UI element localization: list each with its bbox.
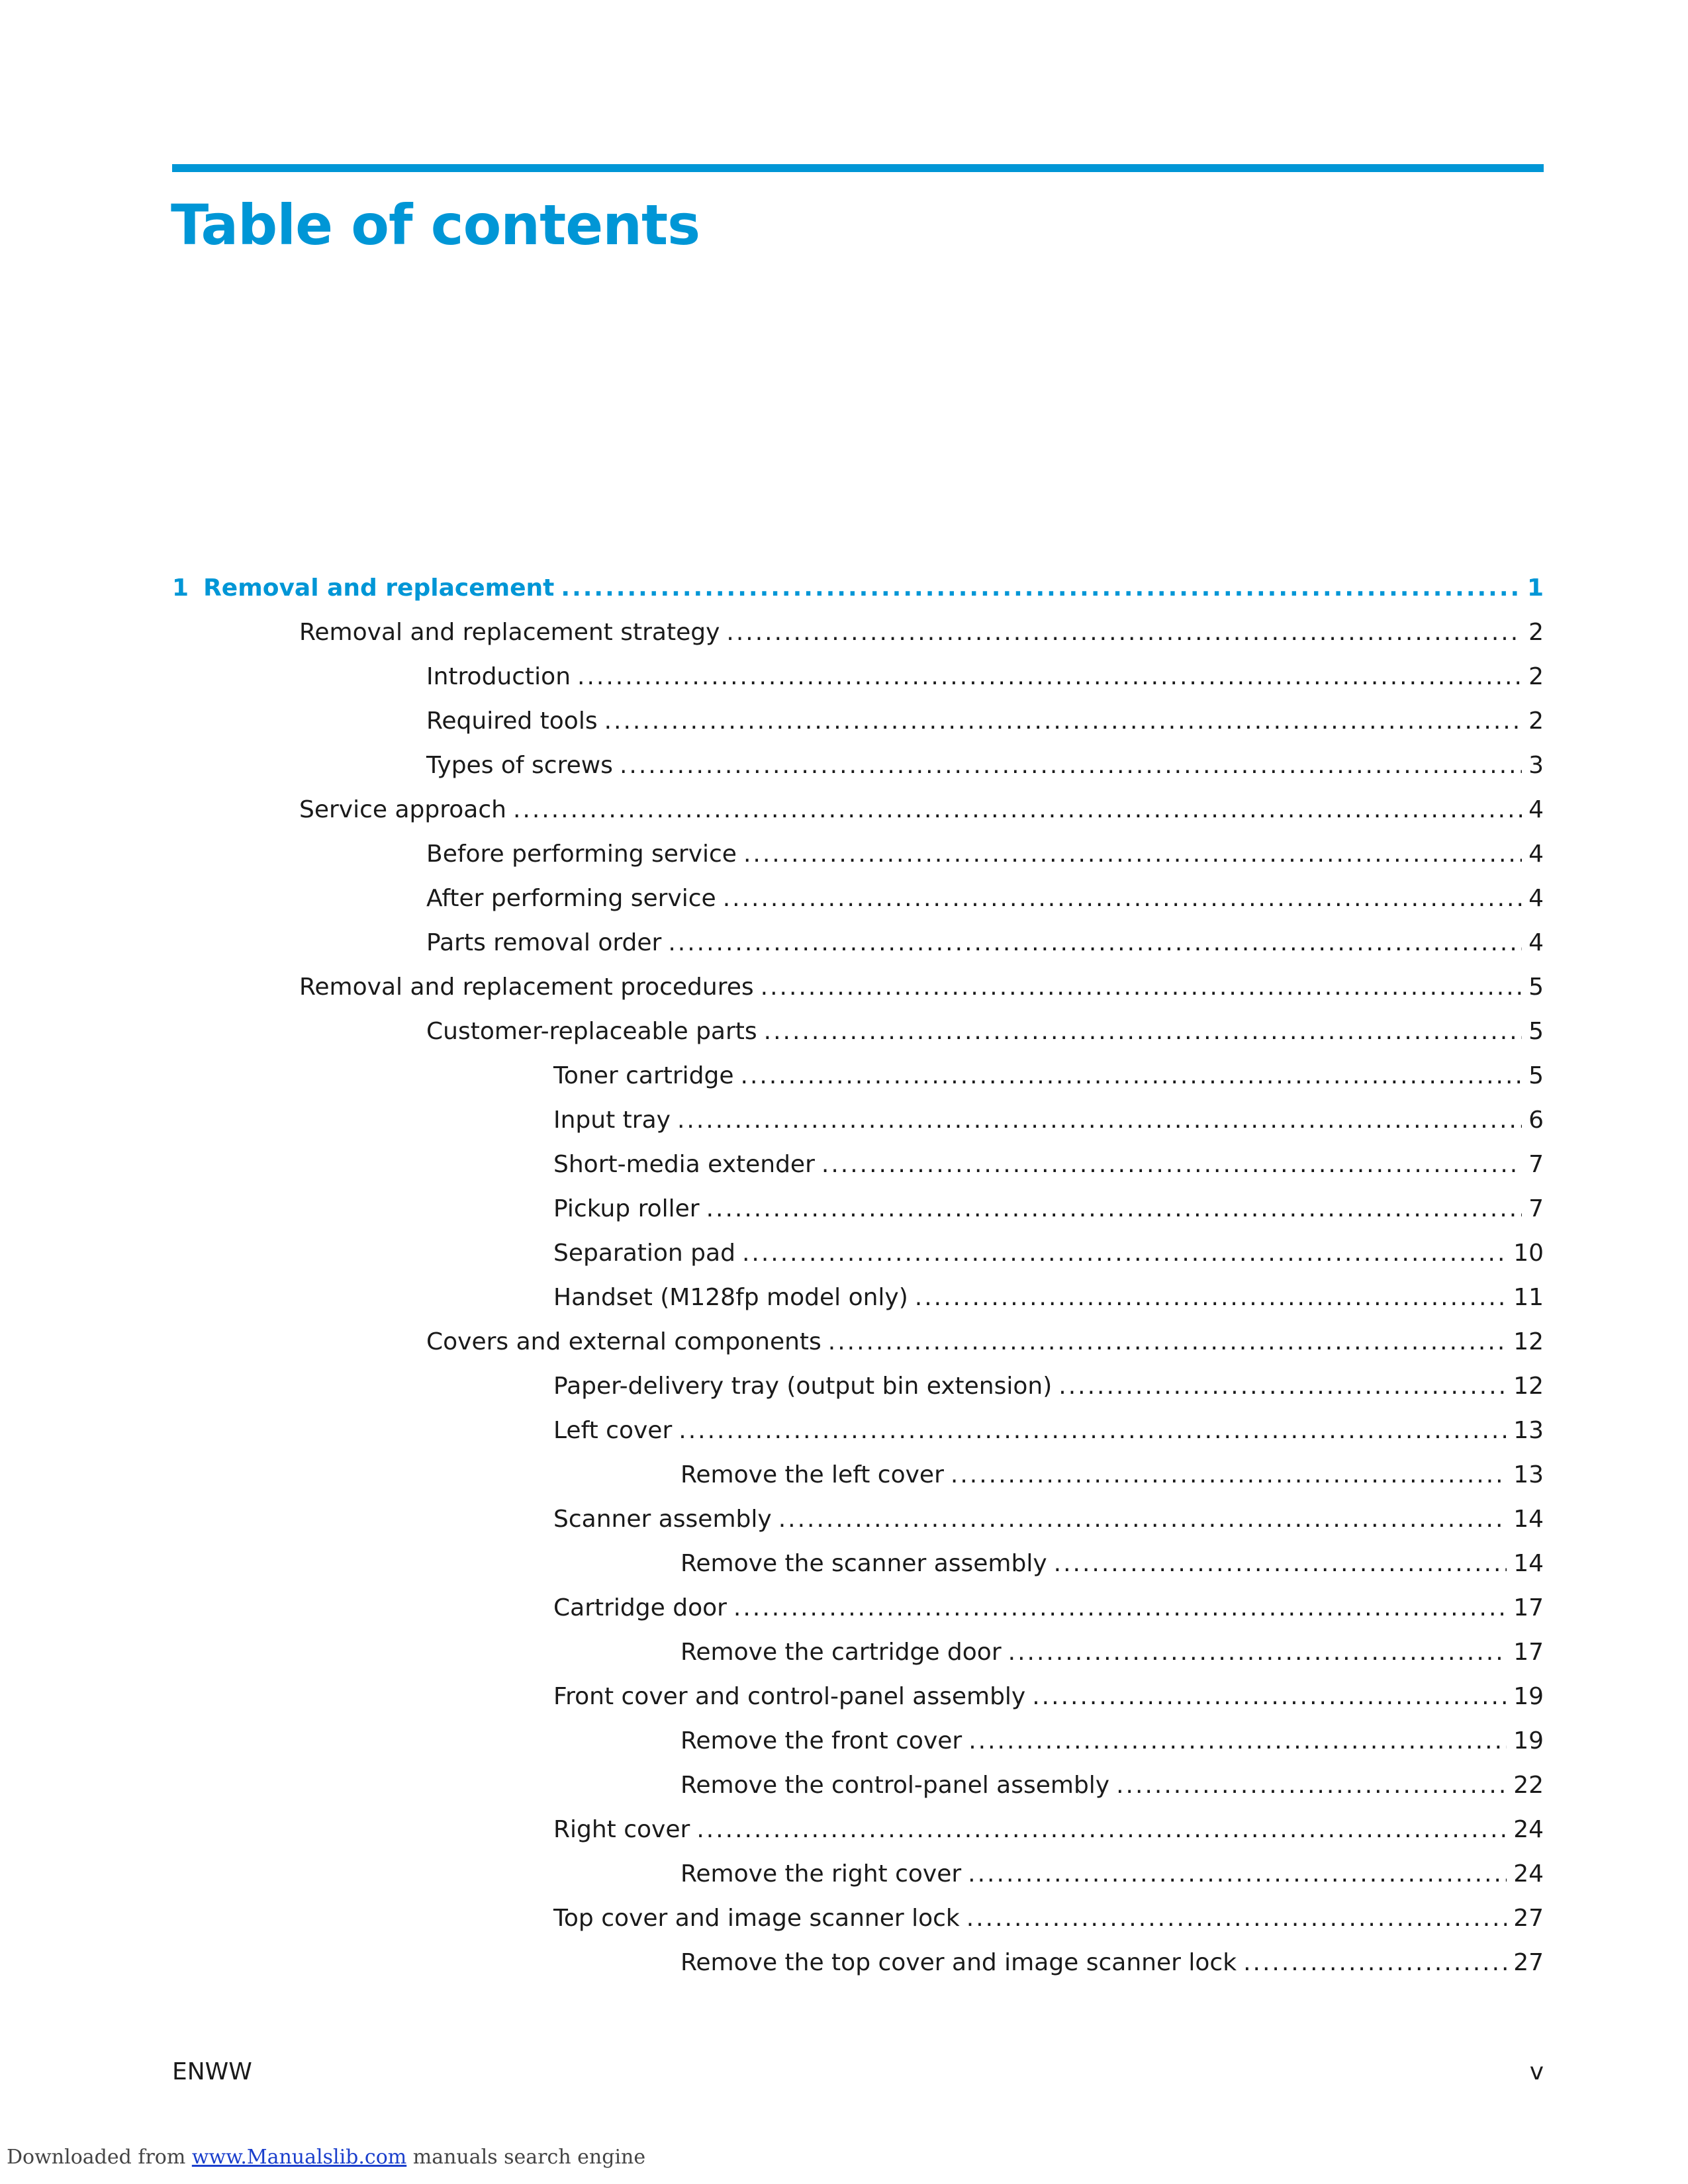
toc-entry-title [680, 1940, 1243, 1985]
dot-leader [1243, 1940, 1507, 1985]
toc-entry-title [553, 1896, 966, 1940]
chapter-number: 1 [172, 574, 189, 602]
toc-entry-title [553, 1142, 821, 1187]
toc-entry[interactable] [172, 832, 1544, 876]
toc-entry[interactable] [172, 1674, 1544, 1719]
toc-entry-title [553, 1187, 706, 1231]
toc-entry-label: After performing service [426, 885, 716, 912]
toc-entry-title [553, 1408, 679, 1453]
toc-entry-label: Top cover and image scanner lock [553, 1905, 960, 1932]
toc-page-number: 7 [1528, 1151, 1544, 1178]
toc-entry-label: Pickup roller [553, 1195, 700, 1222]
toc-page-number: 24 [1513, 1816, 1544, 1843]
toc-entry-label: Parts removal order [426, 929, 662, 956]
toc-entry[interactable] [172, 1940, 1544, 1985]
toc-entry-label: Remove the scanner assembly [680, 1550, 1047, 1577]
toc-entry-label: Scanner assembly [553, 1506, 772, 1533]
toc-entry-title [680, 1763, 1116, 1807]
toc-entry-label: Required tools [426, 707, 598, 735]
toc-entry-title [553, 1231, 742, 1275]
toc-entry[interactable] [172, 1719, 1544, 1763]
dot-leader [1054, 1541, 1507, 1586]
toc-entry[interactable] [172, 1098, 1544, 1142]
page-title: Table of contents [171, 193, 700, 257]
dot-leader [577, 655, 1522, 699]
toc-entry[interactable] [172, 655, 1544, 699]
toc-page-number: 1 [1526, 574, 1544, 602]
toc-page-number: 13 [1513, 1461, 1544, 1488]
dot-leader [668, 921, 1522, 965]
toc-entry-title [553, 1364, 1058, 1408]
dot-leader [561, 566, 1521, 610]
dot-leader [915, 1275, 1507, 1320]
toc-entry-title [553, 1054, 741, 1098]
toc-entry[interactable] [172, 788, 1544, 832]
toc-entry-label: Service approach [299, 796, 506, 823]
toc-entry-label: Removal and replacement strategy [299, 619, 720, 646]
toc-page-number: 3 [1528, 752, 1544, 779]
toc-entry-label: Input tray [553, 1107, 671, 1134]
toc-entry[interactable] [172, 1630, 1544, 1674]
table-of-contents [172, 566, 1544, 1985]
toc-page-number: 6 [1528, 1107, 1544, 1134]
dot-leader [677, 1098, 1522, 1142]
toc-entry-label: Remove the right cover [680, 1860, 962, 1888]
dot-leader [513, 788, 1522, 832]
toc-entry[interactable] [172, 1142, 1544, 1187]
toc-entry-title [426, 1320, 828, 1364]
toc-entry-title [680, 1453, 951, 1497]
toc-entry-label: Customer-replaceable parts [426, 1018, 757, 1045]
footer-doc-code: ENWW [172, 2058, 252, 2085]
download-note-suffix: manuals search engine [406, 2146, 646, 2169]
toc-entry-label: Paper-delivery tray (output bin extension) [553, 1373, 1053, 1400]
dot-leader [828, 1320, 1507, 1364]
toc-entry-title [553, 1674, 1032, 1719]
toc-page-number: 4 [1528, 929, 1544, 956]
toc-page-number: 10 [1513, 1240, 1544, 1267]
toc-entry[interactable] [172, 1231, 1544, 1275]
toc-entry[interactable] [172, 1807, 1544, 1852]
toc-entry-label: Left cover [553, 1417, 673, 1444]
toc-entry-title [426, 743, 620, 788]
toc-entry-title [680, 1719, 968, 1763]
toc-entry-title [426, 876, 723, 921]
toc-entry-label: Remove the cartridge door [680, 1639, 1002, 1666]
dot-leader [761, 965, 1522, 1009]
toc-entry-title [426, 699, 604, 743]
manualslib-link[interactable]: www.Manualslib.com [191, 2146, 407, 2169]
toc-entry-title [299, 965, 761, 1009]
toc-entry-title [553, 1807, 696, 1852]
toc-page-number: 22 [1513, 1772, 1544, 1799]
toc-entry-title [172, 566, 561, 610]
toc-page-number: 2 [1528, 707, 1544, 735]
toc-entry-title [553, 1098, 677, 1142]
dot-leader [968, 1719, 1507, 1763]
toc-entry-label: Cartridge door [553, 1594, 727, 1621]
toc-page-number: 17 [1513, 1639, 1544, 1666]
toc-entry[interactable] [172, 743, 1544, 788]
toc-page-number: 24 [1513, 1860, 1544, 1888]
toc-page-number: 12 [1513, 1328, 1544, 1355]
toc-entry-label: Short-media extender [553, 1151, 815, 1178]
dot-leader [620, 743, 1522, 788]
toc-entry-label: Separation pad [553, 1240, 735, 1267]
toc-entry[interactable] [172, 1586, 1544, 1630]
toc-entry[interactable] [172, 610, 1544, 655]
toc-entry-label: Removal and replacement [203, 574, 555, 602]
dot-leader [764, 1009, 1522, 1054]
toc-entry[interactable] [172, 921, 1544, 965]
toc-entry[interactable] [172, 1275, 1544, 1320]
dot-leader [726, 610, 1522, 655]
toc-page-number: 4 [1528, 841, 1544, 868]
toc-entry-label: Introduction [426, 663, 571, 690]
toc-page-number: 4 [1528, 885, 1544, 912]
toc-chapter-entry[interactable] [172, 566, 1544, 610]
toc-entry-label: Removal and replacement procedures [299, 974, 754, 1001]
dot-leader [966, 1896, 1507, 1940]
dot-leader [742, 1231, 1507, 1275]
download-note-prefix: Downloaded from [7, 2146, 192, 2169]
dot-leader [696, 1807, 1507, 1852]
dot-leader [723, 876, 1522, 921]
toc-page-number: 13 [1513, 1417, 1544, 1444]
toc-page-number: 27 [1513, 1949, 1544, 1976]
toc-entry-title [426, 1009, 764, 1054]
toc-entry[interactable] [172, 1187, 1544, 1231]
toc-entry-label: Remove the front cover [680, 1727, 962, 1754]
dot-leader [951, 1453, 1507, 1497]
toc-entry-title [426, 921, 668, 965]
toc-page-number: 2 [1528, 619, 1544, 646]
toc-entry-label: Right cover [553, 1816, 690, 1843]
toc-entry[interactable] [172, 876, 1544, 921]
toc-entry-title [553, 1275, 915, 1320]
toc-page-number: 7 [1528, 1195, 1544, 1222]
dot-leader [604, 699, 1523, 743]
toc-entry[interactable] [172, 699, 1544, 743]
toc-entry[interactable] [172, 1408, 1544, 1453]
toc-entry-title [426, 655, 577, 699]
toc-page-number: 5 [1528, 1018, 1544, 1045]
toc-page-number: 2 [1528, 663, 1544, 690]
toc-entry-label: Remove the control-panel assembly [680, 1772, 1110, 1799]
toc-entry[interactable] [172, 965, 1544, 1009]
toc-entry[interactable] [172, 1763, 1544, 1807]
toc-page-number: 5 [1528, 974, 1544, 1001]
toc-entry-label: Remove the left cover [680, 1461, 944, 1488]
toc-entry-label: Remove the top cover and image scanner lock [680, 1949, 1237, 1976]
toc-entry[interactable] [172, 1896, 1544, 1940]
toc-entry[interactable] [172, 1852, 1544, 1896]
toc-entry-label: Handset (M128fp model only) [553, 1284, 908, 1311]
dot-leader [968, 1852, 1507, 1896]
toc-page-number: 14 [1513, 1506, 1544, 1533]
toc-entry-title [553, 1586, 733, 1630]
toc-page-number: 4 [1528, 796, 1544, 823]
toc-entry[interactable] [172, 1364, 1544, 1408]
toc-page-number: 11 [1513, 1284, 1544, 1311]
dot-leader [733, 1586, 1507, 1630]
toc-page-number: 14 [1513, 1550, 1544, 1577]
dot-leader [1116, 1763, 1507, 1807]
toc-page-number: 12 [1513, 1373, 1544, 1400]
title-rule [172, 164, 1544, 172]
dot-leader [778, 1497, 1507, 1541]
toc-page-number: 19 [1513, 1683, 1544, 1710]
toc-entry-label: Before performing service [426, 841, 737, 868]
toc-entry-title [680, 1630, 1008, 1674]
toc-entry[interactable] [172, 1453, 1544, 1497]
toc-entry-label: Types of screws [426, 752, 613, 779]
toc-entry[interactable] [172, 1054, 1544, 1098]
toc-page-number: 5 [1528, 1062, 1544, 1089]
toc-page-number: 19 [1513, 1727, 1544, 1754]
toc-entry-title [299, 788, 513, 832]
toc-entry[interactable] [172, 1497, 1544, 1541]
toc-page-number: 27 [1513, 1905, 1544, 1932]
toc-entry-title [680, 1541, 1054, 1586]
toc-entry-title [426, 832, 743, 876]
dot-leader [741, 1054, 1523, 1098]
dot-leader [743, 832, 1522, 876]
toc-entry-title [680, 1852, 968, 1896]
toc-entry-label: Toner cartridge [553, 1062, 734, 1089]
toc-entry-label: Front cover and control-panel assembly [553, 1683, 1026, 1710]
dot-leader [1032, 1674, 1507, 1719]
toc-entry-title [299, 610, 726, 655]
toc-entry-label: Covers and external components [426, 1328, 821, 1355]
toc-entry-title [553, 1497, 778, 1541]
footer-page-number: v [1529, 2058, 1544, 2085]
download-note [7, 2146, 645, 2169]
dot-leader [1058, 1364, 1507, 1408]
toc-entry[interactable] [172, 1009, 1544, 1054]
dot-leader [1008, 1630, 1507, 1674]
toc-page-number: 17 [1513, 1594, 1544, 1621]
dot-leader [821, 1142, 1522, 1187]
toc-entry[interactable] [172, 1541, 1544, 1586]
dot-leader [706, 1187, 1523, 1231]
dot-leader [679, 1408, 1507, 1453]
toc-entry[interactable] [172, 1320, 1544, 1364]
